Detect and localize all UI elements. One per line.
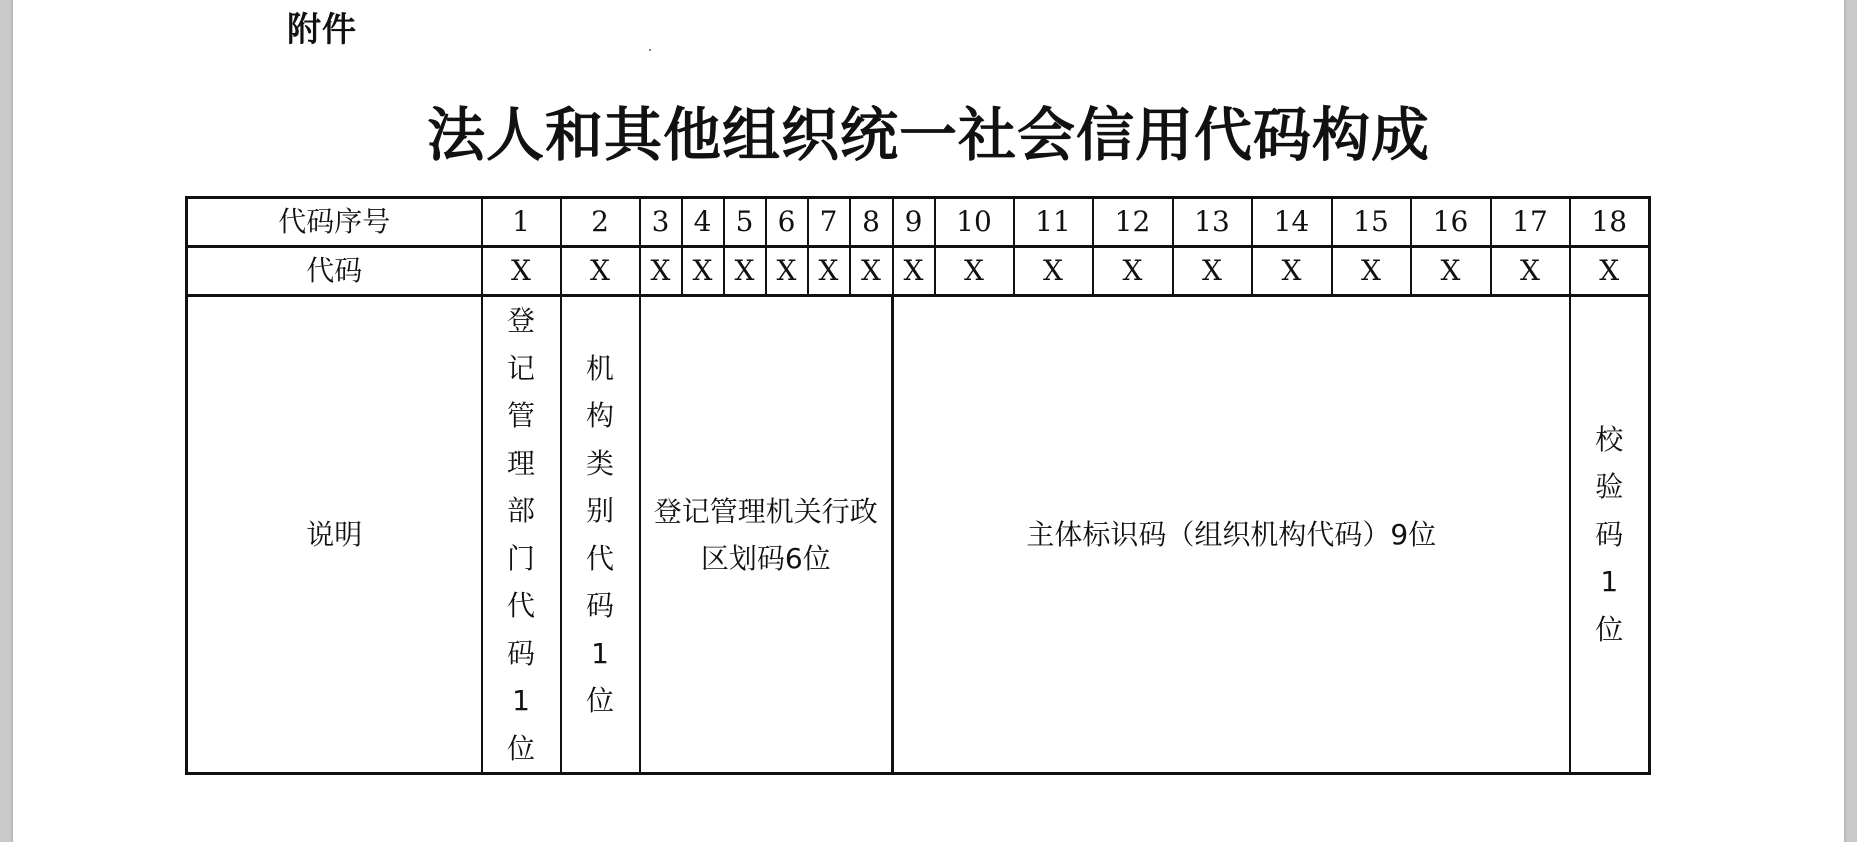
code-cell: X [724, 247, 766, 296]
code-header: 代码 [187, 247, 482, 296]
code-cell: X [893, 247, 935, 296]
seq-cell: 15 [1332, 198, 1411, 247]
desc-registration-dept-text: 登记管理部门代码1位 [507, 304, 536, 765]
desc-region-code-text: 登记管理机关行政区划码6位 [653, 494, 878, 575]
seq-cell: 1 [482, 198, 561, 247]
seq-cell: 4 [682, 198, 724, 247]
seq-cell: 13 [1173, 198, 1252, 247]
seq-cell: 6 [766, 198, 808, 247]
code-cell: X [1173, 247, 1252, 296]
desc-entity-id-text: 主体标识码（组织机构代码）9位 [1026, 518, 1437, 551]
seq-cell: 14 [1252, 198, 1332, 247]
code-cell: X [766, 247, 808, 296]
code-cell: X [1093, 247, 1173, 296]
desc-check-digit-text: 校验码1位 [1595, 422, 1624, 646]
code-cell: X [1491, 247, 1570, 296]
code-cell: X [561, 247, 640, 296]
code-cell: X [482, 247, 561, 296]
code-cell: X [1332, 247, 1411, 296]
seq-cell: 18 [1570, 198, 1650, 247]
seq-cell: 10 [935, 198, 1014, 247]
seq-header: 代码序号 [187, 198, 482, 247]
row-code [187, 247, 1650, 296]
desc-header: 说明 [187, 296, 482, 774]
seq-cell: 12 [1093, 198, 1173, 247]
code-cell: X [640, 247, 682, 296]
code-cell: X [1570, 247, 1650, 296]
row-description [187, 296, 1650, 774]
desc-org-category [561, 296, 640, 774]
desc-org-category-text: 机构类别代码1位 [586, 351, 615, 717]
code-cell: X [808, 247, 850, 296]
seq-cell: 9 [893, 198, 935, 247]
row-sequence [187, 198, 1650, 247]
scan-speck [649, 49, 651, 51]
attachment-label: 附件 [287, 10, 357, 50]
code-cell: X [1411, 247, 1491, 296]
seq-cell: 3 [640, 198, 682, 247]
seq-cell: 11 [1014, 198, 1093, 247]
code-cell: X [682, 247, 724, 296]
desc-registration-dept [482, 296, 561, 774]
code-cell: X [1252, 247, 1332, 296]
credit-code-table [185, 196, 1651, 775]
code-cell: X [850, 247, 893, 296]
seq-cell: 5 [724, 198, 766, 247]
seq-cell: 16 [1411, 198, 1491, 247]
code-cell: X [935, 247, 1014, 296]
desc-entity-id [893, 296, 1570, 774]
seq-cell: 7 [808, 198, 850, 247]
desc-region-code [640, 296, 893, 774]
code-cell: X [1014, 247, 1093, 296]
desc-check-digit [1570, 296, 1650, 774]
seq-cell: 8 [850, 198, 893, 247]
document-title: 法人和其他组织统一社会信用代码构成 [426, 101, 1430, 169]
seq-cell: 17 [1491, 198, 1570, 247]
seq-cell: 2 [561, 198, 640, 247]
